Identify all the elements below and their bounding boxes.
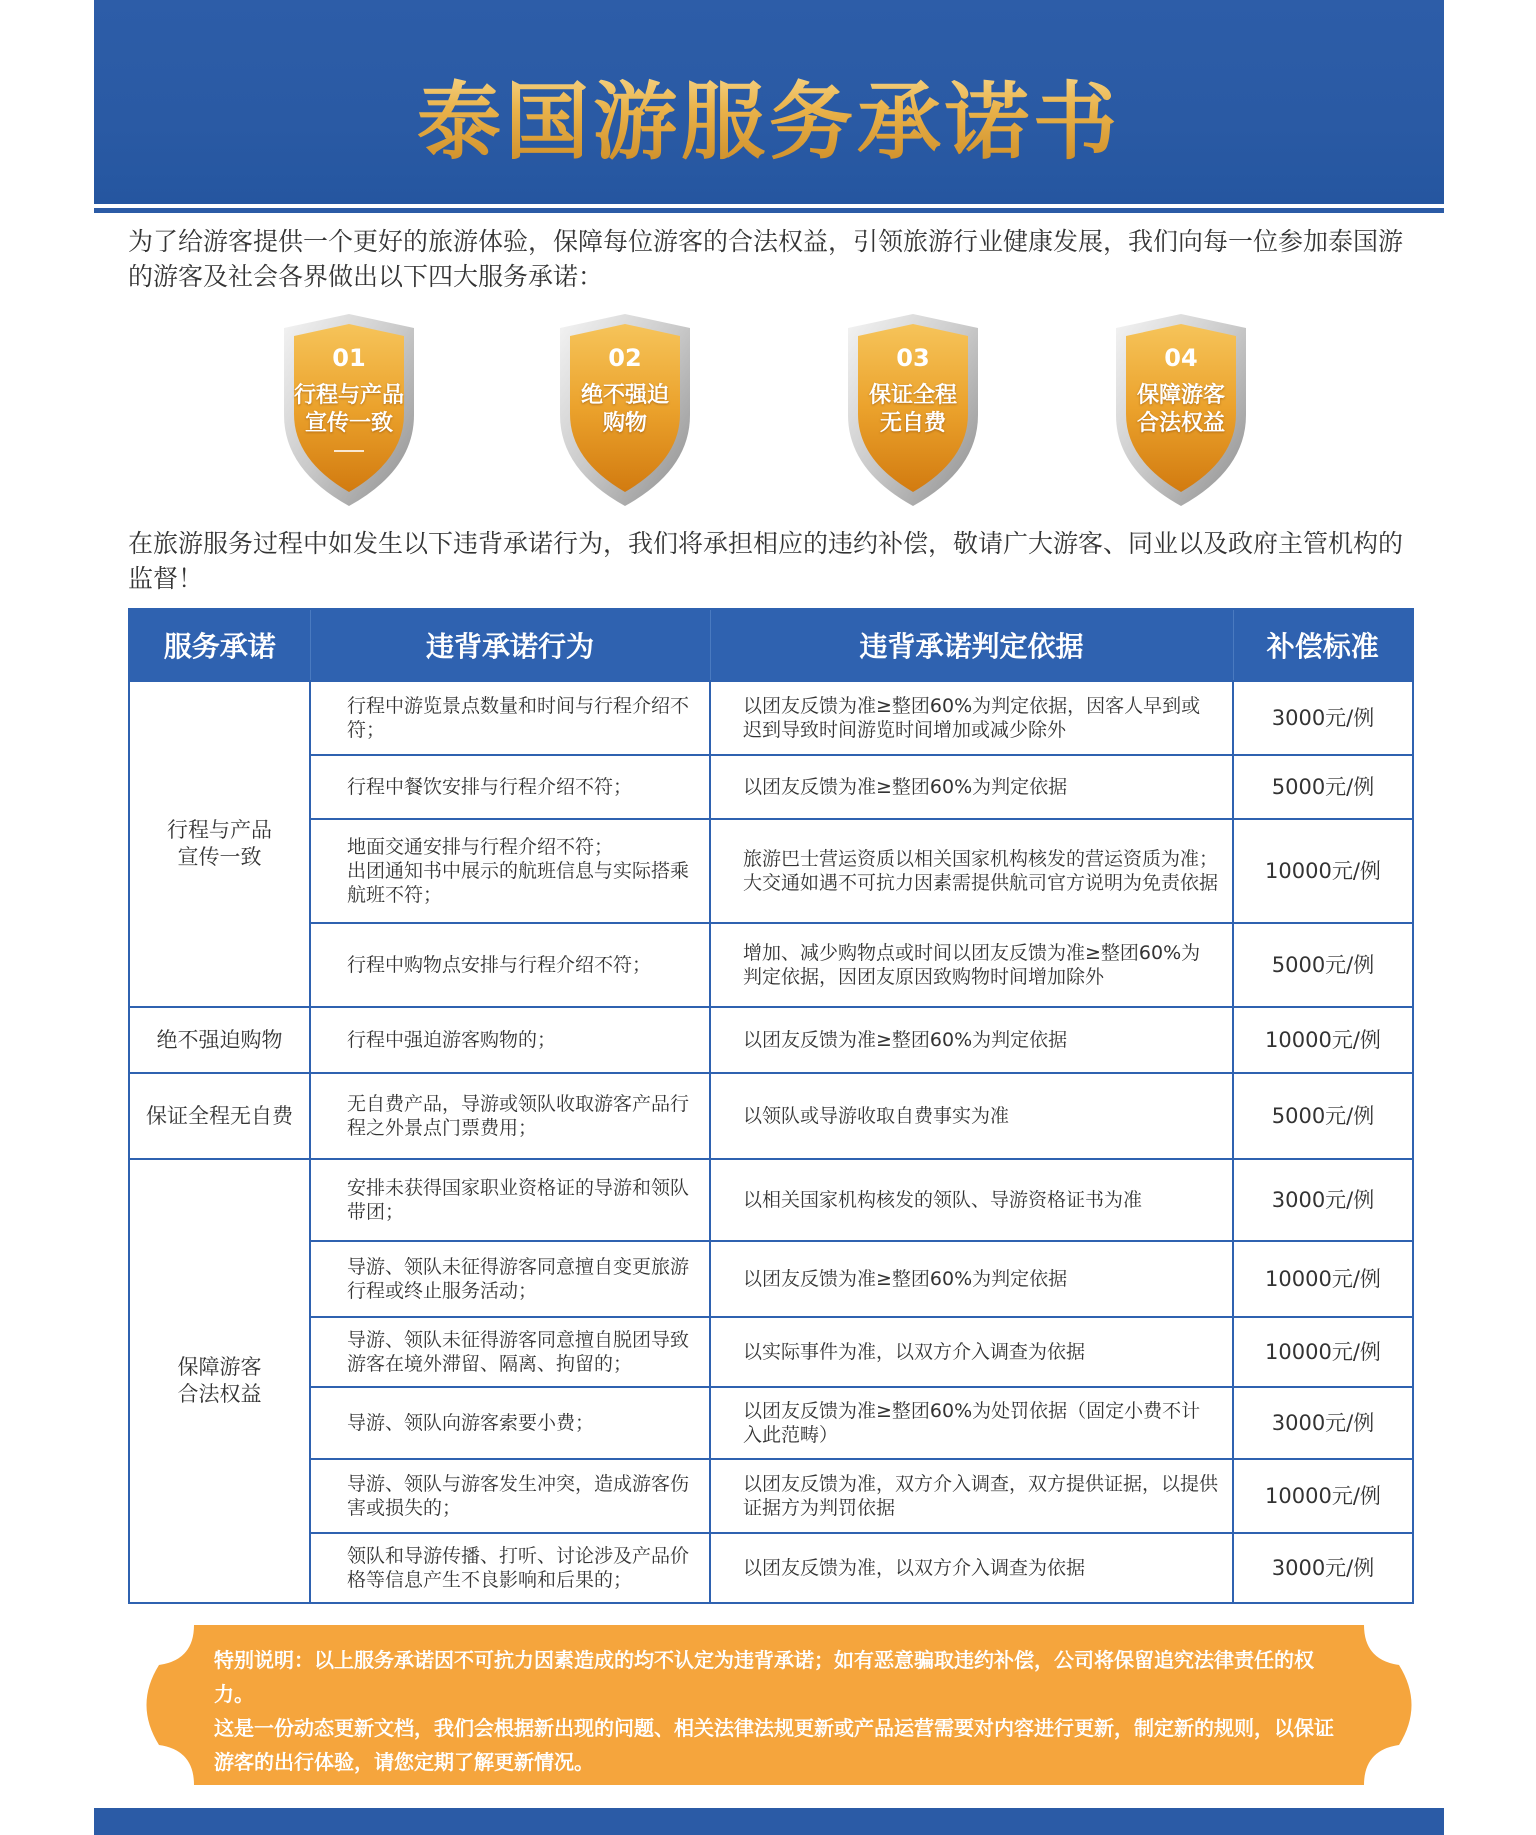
shield-number: 03 [896,344,930,372]
table-row [129,923,1413,1007]
behavior-cell: 领队和导游传播、打听、讨论涉及产品价格等信息产生不良影响和后果的； [310,1533,710,1603]
behavior-cell: 行程中强迫游客购物的； [310,1007,710,1073]
shield-badge [274,310,424,510]
shield-badge [838,310,988,510]
compensation-cell: 5000元/例 [1233,923,1413,1007]
column-header: 补偿标准 [1233,609,1413,681]
category-cell: 保障游客 合法权益 [129,1159,310,1603]
table-row [129,1387,1413,1459]
special-note [134,1625,1424,1785]
basis-cell: 以实际事件为准，以双方介入调查为依据 [710,1317,1233,1387]
shield-label: 绝不强迫 购物 [580,383,669,436]
behavior-cell: 行程中游览景点数量和时间与行程介绍不符； [310,681,710,755]
compensation-cell: 10000元/例 [1233,819,1413,923]
basis-cell: 旅游巴士营运资质以相关国家机构核发的营运资质为准；大交通如遇不可抗力因素需提供航司官方说明为免责依据 [710,819,1233,923]
compensation-cell: 10000元/例 [1233,1241,1413,1317]
basis-cell: 以团友反馈为准≥整团60%为判定依据 [710,755,1233,819]
compensation-cell: 10000元/例 [1233,1459,1413,1533]
table-row [129,1159,1413,1241]
behavior-cell: 无自费产品，导游或领队收取游客产品行程之外景点门票费用； [310,1073,710,1159]
table-row [129,1007,1413,1073]
basis-cell: 以团友反馈为准，双方介入调查，双方提供证据，以提供证据方为判罚依据 [710,1459,1233,1533]
basis-cell: 以团友反馈为准≥整团60%为处罚依据（固定小费不计入此范畴） [710,1387,1233,1459]
compensation-cell: 10000元/例 [1233,1007,1413,1073]
compensation-cell: 3000元/例 [1233,1159,1413,1241]
commitment-table [128,608,1414,1604]
header-divider [94,208,1444,213]
basis-cell: 以相关国家机构核发的领队、导游资格证书为准 [710,1159,1233,1241]
footer-bar [94,1808,1444,1835]
shield-label: 保证全程 无自费 [868,383,957,436]
compensation-cell: 3000元/例 [1233,681,1413,755]
compensation-cell: 5000元/例 [1233,1073,1413,1159]
behavior-cell: 行程中购物点安排与行程介绍不符； [310,923,710,1007]
special-note-text: 特别说明：以上服务承诺因不可抗力因素造成的均不认定为违背承诺；如有恶意骗取违约补偿，公司将保留追究法律责任的权力。 这是一份动态更新文档，我们会根据新出现的问题、相关法律法规更新或产品运营需要对内容进行更新，制定新的规则，以保证游客的出行体验，请您定期了解更新情况。 [214,1648,1334,1774]
basis-cell: 以领队或导游收取自费事实为准 [710,1073,1233,1159]
table-row [129,1241,1413,1317]
shield-badge [1106,310,1256,510]
shield-label: 保障游客 合法权益 [1136,383,1225,436]
table-row [129,1073,1413,1159]
behavior-cell: 导游、领队未征得游客同意擅自脱团导致游客在境外滞留、隔离、拘留的； [310,1317,710,1387]
compensation-cell: 10000元/例 [1233,1317,1413,1387]
behavior-cell: 行程中餐饮安排与行程介绍不符； [310,755,710,819]
category-cell: 行程与产品 宣传一致 [129,681,310,1007]
column-header: 违背承诺判定依据 [710,609,1233,681]
basis-cell: 以团友反馈为准≥整团60%为判定依据 [710,1007,1233,1073]
table-row [129,681,1413,755]
column-header: 服务承诺 [129,609,310,681]
basis-cell: 以团友反馈为准，以双方介入调查为依据 [710,1533,1233,1603]
notice-paragraph: 在旅游服务过程中如发生以下违背承诺行为，我们将承担相应的违约补偿，敬请广大游客、同业以及政府主管机构的监督！ [128,529,1404,593]
basis-cell: 增加、减少购物点或时间以团友反馈为准≥整团60%为判定依据，因团友原因致购物时间增加除外 [710,923,1233,1007]
compensation-cell: 3000元/例 [1233,1533,1413,1603]
intro-paragraph: 为了给游客提供一个更好的旅游体验，保障每位游客的合法权益，引领旅游行业健康发展，我们向每一位参加泰国游的游客及社会各界做出以下四大服务承诺： [128,227,1404,291]
table-row [129,1533,1413,1603]
shield-label: 行程与产品 宣传一致 [293,383,404,436]
page-title: 泰国游服务承诺书 [94,55,1444,176]
table-header-row [129,609,1413,681]
shield-number: 01 [332,344,366,372]
basis-cell: 以团友反馈为准≥整团60%为判定依据，因客人早到或迟到导致时间游览时间增加或减少除外 [710,681,1233,755]
table-row [129,1459,1413,1533]
commitment-shields [94,310,1444,510]
shield-number: 04 [1164,344,1198,372]
behavior-cell: 导游、领队未征得游客同意擅自变更旅游行程或终止服务活动； [310,1241,710,1317]
basis-cell: 以团友反馈为准≥整团60%为判定依据 [710,1241,1233,1317]
category-cell: 绝不强迫购物 [129,1007,310,1073]
behavior-cell: 导游、领队与游客发生冲突，造成游客伤害或损失的； [310,1459,710,1533]
compensation-cell: 5000元/例 [1233,755,1413,819]
table-row [129,1317,1413,1387]
behavior-cell: 地面交通安排与行程介绍不符； 出团通知书中展示的航班信息与实际搭乘航班不符； [310,819,710,923]
compensation-cell: 3000元/例 [1233,1387,1413,1459]
table-row [129,819,1413,923]
header-banner [94,0,1444,204]
behavior-cell: 导游、领队向游客索要小费； [310,1387,710,1459]
shield-number: 02 [608,344,642,372]
shield-badge [550,310,700,510]
page [94,0,1444,1835]
behavior-cell: 安排未获得国家职业资格证的导游和领队带团； [310,1159,710,1241]
table-row [129,755,1413,819]
column-header: 违背承诺行为 [310,609,710,681]
category-cell: 保证全程无自费 [129,1073,310,1159]
